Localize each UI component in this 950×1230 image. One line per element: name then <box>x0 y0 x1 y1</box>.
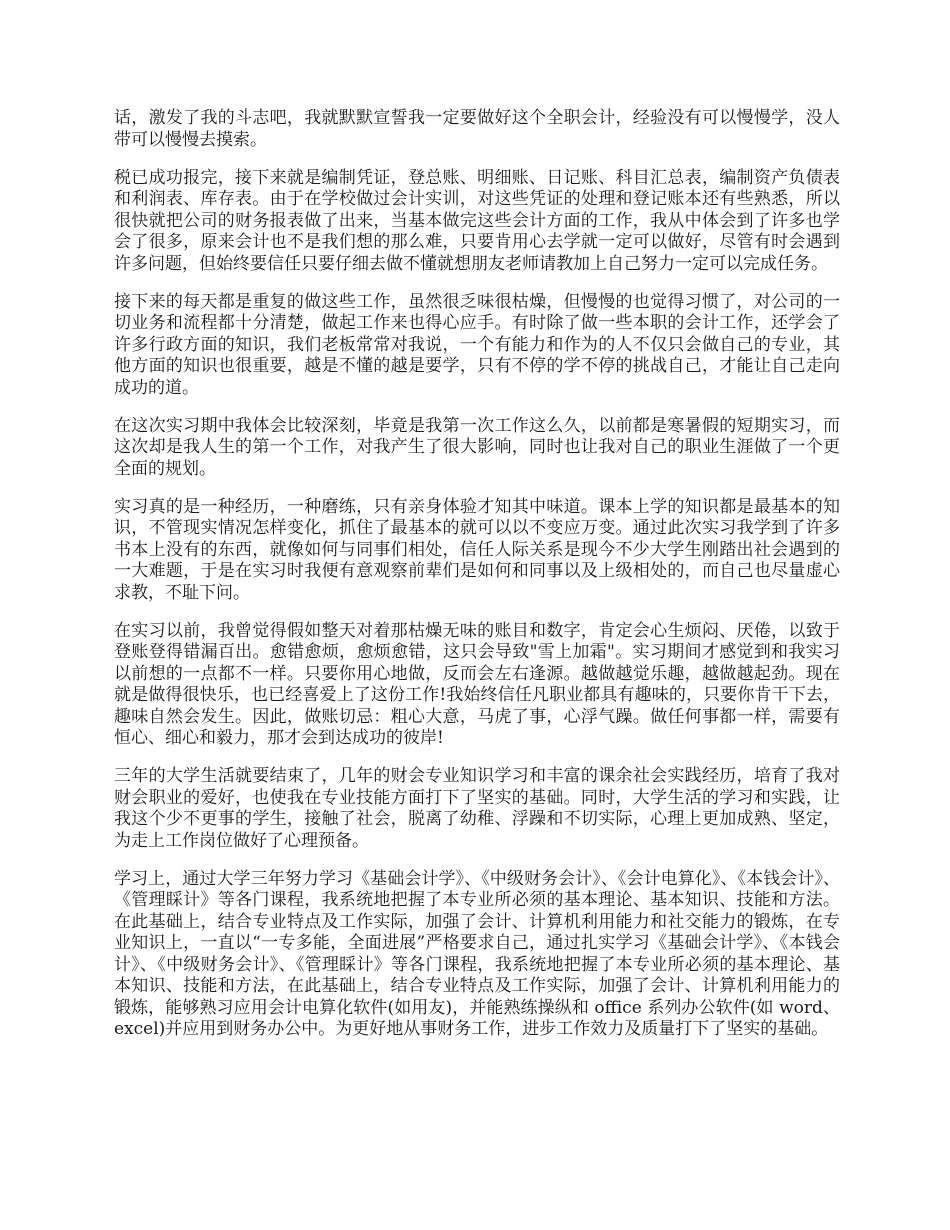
paragraph-2: 税已成功报完，接下来就是编制凭证，登总账、明细账、日记账、科目汇总表，编制资产负债表和利润表、库存表。由于在学校做过会计实训，对这些凭证的处理和登记账本还有些熟悉，所以很快就把公司的财务报表做了出来，当基本做完这些会计方面的工作，我从中体会到了许多也学会了很多，原来会计也不是我们想的那么难，只要肯用心去学就一定可以做好，尽管有时会遇到许多问题，但始终要信任只要仔细去做不懂就想朋友老师请教加上自己努力一定可以完成任务。 <box>114 167 840 274</box>
paragraph-8: 学习上，通过大学三年努力学习《基础会计学》、《中级财务会计》、《会计电算化》、《本钱会计》、《管理睬计》等各门课程，我系统地把握了本专业所必须的基本理论、基本知识、技能和方法。在此基础上，结合专业特点及工作实际，加强了会计、计算机利用能力和社交能力的锻炼，在专业知识上，一直以“一专多能，全面进展”严格要求自己，通过扎实学习《基础会计学》、《本钱会计》、《中级财务会计》、《管理睬计》等各门课程，我系统地把握了本专业所必须的基本理论、基本知识、技能和方法，在此基础上，结合专业特点及工作实际，加强了会计、计算机利用能力的锻炼，能够熟习应用会计电算化软件(如用友)，并能熟练操纵和 office 系列办公软件(如 word、excel)并应用到财务办公中。为更好地从事财务工作，进步工作效力及质量打下了坚实的基础。 <box>114 868 840 1039</box>
paragraph-4: 在这次实习期中我体会比较深刻，毕竟是我第一次工作这么久，以前都是寒暑假的短期实习，而这次却是我人生的第一个工作，对我产生了很大影响，同时也让我对自己的职业生涯做了一个更全面的规划。 <box>114 415 840 479</box>
paragraph-3: 接下来的每天都是重复的做这些工作，虽然很乏味很枯燥，但慢慢的也觉得习惯了，对公司的一切业务和流程都十分清楚，做起工作来也得心应手。有时除了做一些本职的会计工作，还学会了许多行政方面的知识，我们老板常常对我说，一个有能力和作为的人不仅只会做自己的专业，其他方面的知识也很重要，越是不懂的越是要学，只有不停的学不停的挑战自己，才能让自己走向成功的道。 <box>114 291 840 398</box>
paragraph-6: 在实习以前，我曾觉得假如整天对着那枯燥无味的账目和数字，肯定会心生烦闷、厌倦，以致于登账登得错漏百出。愈错愈烦，愈烦愈错，这只会导致"雪上加霜"。实习期间才感觉到和我实习以前想的一点都不一样。只要你用心地做，反而会左右逢源。越做越觉乐趣，越做越起劲。现在就是做得很快乐，也已经喜爱上了这份工作!我始终信任凡职业都具有趣味的，只要你肯干下去，趣味自然会发生。因此，做账切忌：粗心大意，马虎了事，心浮气躁。做任何事都一样，需要有恒心、细心和毅力，那才会到达成功的彼岸! <box>114 620 840 748</box>
paragraph-1: 话，激发了我的斗志吧，我就默默宣誓我一定要做好这个全职会计，经验没有可以慢慢学，没人带可以慢慢去摸索。 <box>114 108 840 150</box>
paragraph-7: 三年的大学生活就要结束了，几年的财会专业知识学习和丰富的课余社会实践经历，培育了我对财会职业的爱好，也使我在专业技能方面打下了坚实的基础。同时，大学生活的学习和实践，让我这个少不更事的学生，接触了社会，脱离了幼稚、浮躁和不切实际，心理上更加成熟、坚定，为走上工作岗位做好了心理预备。 <box>114 766 840 851</box>
document-body <box>114 108 840 1057</box>
paragraph-5: 实习真的是一种经历，一种磨练，只有亲身体验才知其中味道。课本上学的知识都是最基本的知识，不管现实情况怎样变化，抓住了最基本的就可以以不变应万变。通过此次实习我学到了许多书本上没有的东西，就像如何与同事们相处，信任人际关系是现今不少大学生刚踏出社会遇到的一大难题，于是在实习时我便有意观察前辈们是如何和同事以及上级相处的，而自己也尽量虚心求教，不耻下问。 <box>114 496 840 603</box>
